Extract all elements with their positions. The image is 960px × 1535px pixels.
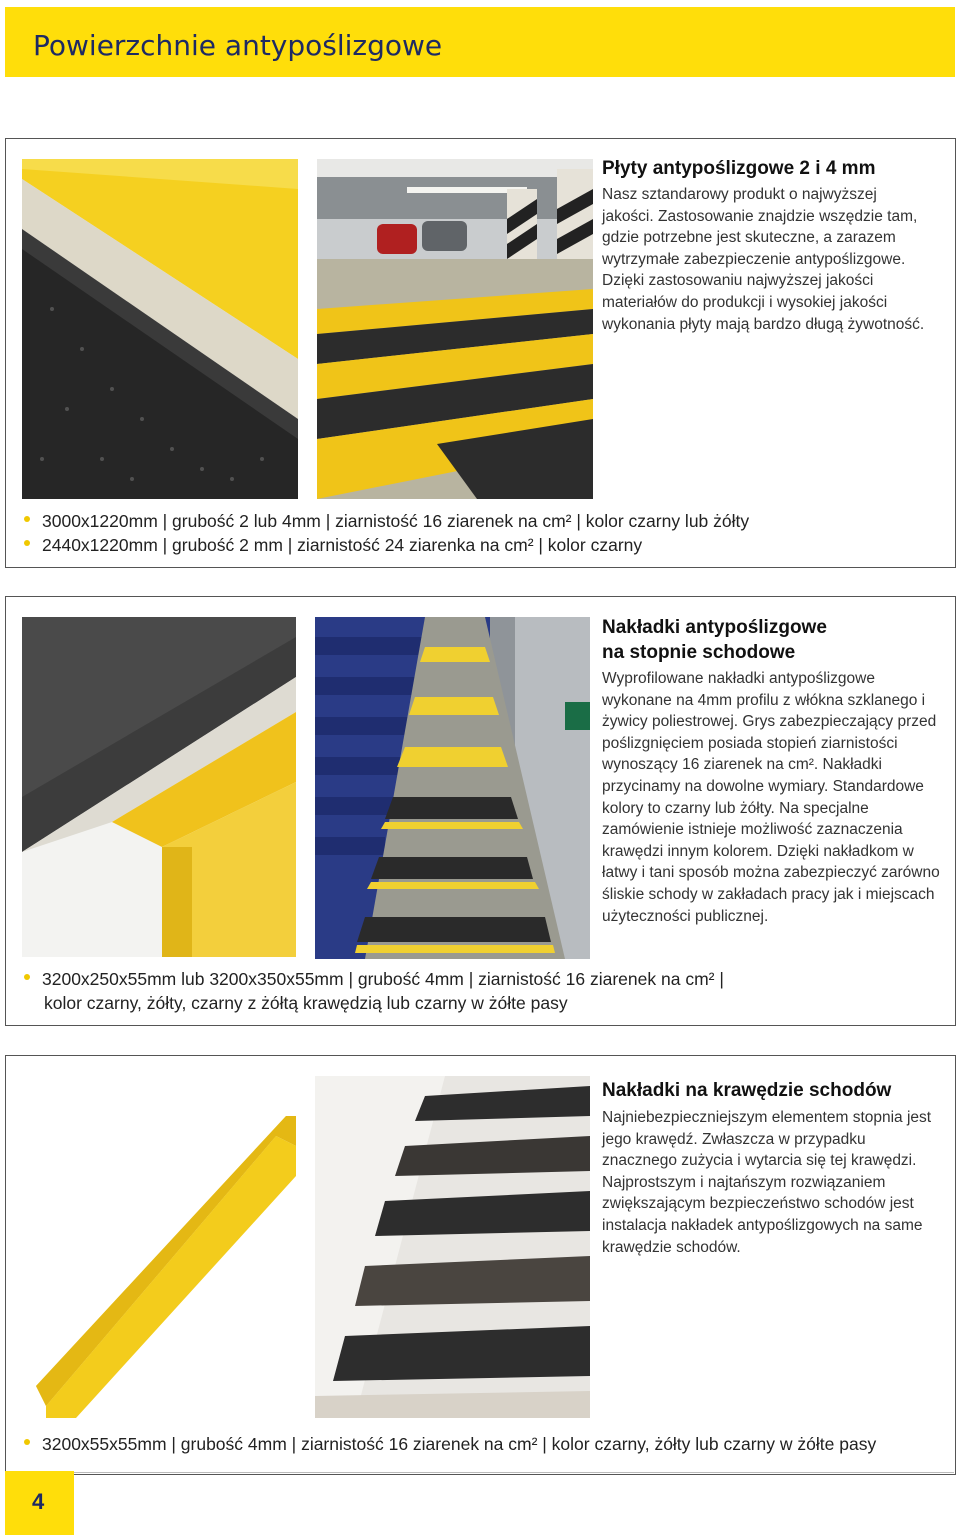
page-number-tab — [5, 1471, 74, 1535]
header-bar — [5, 7, 955, 77]
spec-item: 3000x1220mm | grubość 2 lub 4mm | ziarnistość 16 ziarenek na cm² | kolor czarny lub żółty — [24, 511, 749, 532]
stadium-stairs-photo — [315, 617, 590, 959]
spec-item: 3200x250x55mm lub 3200x350x55mm | grubość 4mm | ziarnistość 16 ziarenek na cm² | — [24, 969, 724, 990]
yellow-angle-nosing-photo — [6, 1076, 296, 1418]
section-description: Wyprofilowane nakładki antypoślizgowe wykonane na 4mm profilu z włókna szklanego i żywicy poliestrowej. Grys zabezpieczający przed poślizgnięciem posiada stopień ziarnistości wynoszący 16 ziarenek na cm². Nakładki przycinamy na dowolne wymiary. Standardowe kolory to czarny lub żółty. Na specjalne zamówienie istnieje możliwość zaznaczenia krawędzi innym kolorem. Dzięki nakładkom w łatwy i tani sposób można zabezpieczyć zarówno śliskie schody w zakładach pracy jak i miejscach użyteczności publicznej. — [602, 670, 940, 925]
page-title: Powierzchnie antypoślizgowe — [33, 29, 443, 62]
spec-item-continuation: kolor czarny, żółty, czarny z żółtą krawędzią lub czarny w żółte pasy — [44, 993, 568, 1013]
section-plates — [5, 138, 956, 568]
section-title-line: Nakładki antypoślizgowe — [602, 617, 827, 638]
spec-item: 3200x55x55mm | grubość 4mm | ziarnistość 16 ziarenek na cm² | kolor czarny, żółty lub czarny w żółte pasy — [24, 1434, 876, 1455]
section-description: Najniebezpieczniejszym elementem stopnia jest jego krawędź. Zwłaszcza w przypadku znacznego zużycia i wytarcia się tej krawędzi. Najprostszym i najtańszym rozwiązaniem zwiększającym bezpieczeństwo schodów jest instalacja nakładek antypoślizgowych na same krawędzie schodów. — [602, 1109, 932, 1256]
section-title: Nakładki na krawędzie schodów — [602, 1080, 892, 1101]
yellow-black-plates-photo — [22, 159, 298, 499]
footer-divider — [74, 1472, 954, 1473]
bullet-icon — [24, 1439, 30, 1445]
stair-tread-cover-photo — [22, 617, 296, 957]
bullet-icon — [24, 540, 30, 546]
bullet-icon — [24, 974, 30, 980]
section-nosings — [5, 1055, 956, 1475]
section-title — [602, 615, 942, 665]
spec-item: 2440x1220mm | grubość 2 mm | ziarnistość 24 ziarenka na cm² | kolor czarny — [24, 535, 642, 556]
section-title-line: na stopnie schodowe — [602, 642, 796, 663]
section-stair-treads — [5, 596, 956, 1026]
bullet-icon — [24, 516, 30, 522]
section-description: Nasz sztandarowy produkt o najwyższej jakości. Zastosowanie znajdzie wszędzie tam, gdzie potrzebne jest skuteczne, a zarazem wytrzymałe zabezpieczenie antypoślizgowe. Dzięki zastosowaniu najwyższej jakości materiałów do produkcji i wysokiej jakości wykonania płyty mają bardzo długą żywotność. — [602, 186, 925, 333]
page-number: 4 — [32, 1489, 45, 1514]
parking-garage-floor-photo — [317, 159, 593, 499]
header-band — [0, 0, 960, 80]
section-title: Płyty antypoślizgowe 2 i 4 mm — [602, 158, 876, 179]
staircase-nosings-photo — [315, 1076, 590, 1418]
